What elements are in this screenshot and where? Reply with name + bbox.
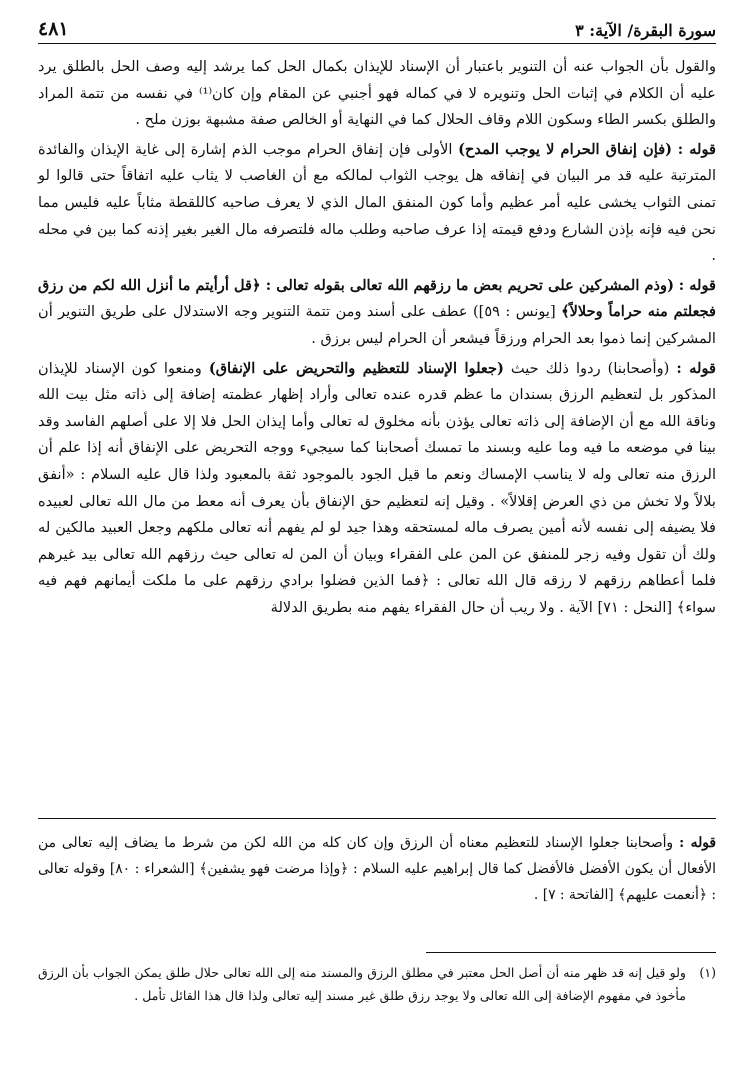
quoted-phrase: (فإن إنفاق الحرام لا يوجب المدح) [458, 140, 673, 158]
commentary-paragraph [38, 830, 716, 908]
main-text [38, 54, 716, 621]
commentary-note [38, 830, 716, 908]
qawl-label: قوله : [677, 140, 716, 158]
page-header [38, 14, 716, 44]
paragraph-4-intro: (وأصحابنا) ردوا ذلك حيث [510, 359, 670, 377]
section-divider [38, 818, 716, 819]
verse-reference: [يونس : ٥٩]) [472, 303, 556, 321]
footnote-divider [426, 952, 716, 953]
paragraph-3 [38, 273, 716, 353]
footnote [38, 962, 716, 1007]
qawl-label: قوله : [676, 359, 716, 377]
running-title: سورة البقرة/ الآية: ٣ [575, 21, 716, 40]
commentary-text: وأصحابنا جعلوا الإسناد للتعظيم معناه أن الرزق وإن كان كله من الله لكن من شرط ما يضاف إليه تعالى من الأفعال أن يكون الأفضل فالأفضل كما قال إبراهيم عليه السلام : ﴿وإذا مرضت فهو يشفين﴾ [الشعراء : ٨٠] وقوله تعالى : ﴿أنعمت عليهم﴾ [الفاتحة : ٧] . [38, 835, 717, 903]
qawl-label: قوله : [679, 835, 716, 851]
page-number: ٤٨١ [38, 18, 69, 40]
quoted-phrase: (جعلوا الإسناد للتعظيم والتحريض على الإنفاق) [208, 359, 504, 377]
paragraph-1-text: والقول بأن الجواب عنه أن التنوير باعتبار أن الإسناد للإيذان بكمال الحل كما يرشد إليه وصف الحل بالطلق يرد عليه أن الكلام في إثبات الحل وتنويره لا في كماله فهو أجنبي عن المقام وإن كان⁽¹⁾ في نفسه من تتمة المراد والطلق بكسر الطاء وسكون اللام وقاف الحلال كما في النهاية أو الخالص صفة مشبهة بوزن ملح . [38, 58, 716, 129]
quoted-phrase: (وذم المشركين على تحريم بعض ما رزقهم الله تعالى بقوله تعالى : ﴿قل أرأيتم ما أنزل الله لكم من رزق فجعلتم منه حراماً وحلالاً﴾ [38, 276, 717, 321]
qawl-label: قوله : [678, 276, 717, 294]
paragraph-2-text: الأولى فإن إنفاق الحرام موجب الذم إشارة إلى غاية الإيذان والفائدة المترتبة عليه قد مر البيان في إنفاقه هل يوجب الثواب لمالكه مع أن الغاصب لا يثاب عليه اتفاقاً حتى قالوا لو تمنى الثواب يخشى عليه أمر عظيم وأما كون المنفق المال الذي لا يعرف صاحبه كاللقطة مثاباً عليه فليس مما نحن فيه فإنه بإذن الشارع ودفع قيمته إذا عرف صاحبه وطلب ماله فلتصرفه مال الغير بغير إذنه كما بين في محله . [38, 140, 716, 265]
paragraph-2 [38, 137, 716, 270]
paragraph-4 [38, 356, 716, 622]
paragraph-1 [38, 54, 716, 134]
document-page [38, 14, 716, 1089]
paragraph-4-text: ومنعوا كون الإسناد للإيذان المذكور بل لتعظيم الرزق بسندان ما عظم قدره عنده تعالى وأراد إظهار عظمته إضافة إلى ذاته مثل بيت الله وناقة الله مع أن الإضافة إلى ذاته تعالى يؤذن بأنه مخلوق له تعالى وأما إيذان الحل فلا إلا على أصلهم الفاسد وقد بينا في موضعه ما فيه وما عليه وبسند ما تمسك أصحابنا كما سيجيء ووجه التحريض على الإنفاق أنه إذا علم أن الرزق منه تعالى وله لا يناسب الإمساك ونعم ما قيل الجود بالموجود ثقة بالمعبود ولذا قال عليه السلام : «أنفق بلالاً ولا تخش من ذي العرض إقلالاً» . وقيل إنه لتعظيم حق الإنفاق بأن يعرف أنه معط من مال الله تعالى لعبيده فلا يضيفه إلى نفسه لأنه أمين يصرف ماله لمستحقه وهذا جيد لو لم يفهم أنه تعالى ملكهم وجعل العبيد مالكين له ولك أن تقول وفيه زجر للمنفق عن المن على الفقراء وبيان أن المن له تعالى حيث رزقهم الله تعالى بيد غيرهم فلما أعطاهم رزقهم لا رزقه قال الله تعالى : ﴿فما الذين فضلوا برادي رزقهم على ما ملكت أيمانهم فهم فيه سواء﴾ [النحل : ٧١] الآية . ولا ريب أن حال الفقراء يفهم منه بطريق الدلالة [38, 359, 717, 616]
paragraph-3-text: عطف على أسند ومن تتمة التنوير وجه الاستدلال على طريق التنوير أن المشركين إنما ذموا بعد الحرام ورزقاً فيشعر أن الحرام ليس برزق . [38, 303, 716, 347]
footnote-text: ولو قيل إنه قد ظهر منه أن أصل الحل معتبر في مطلق الرزق والمسند منه إلى الله تعالى حلال طلق يمكن الجواب بأن الرزق مأخوذ في مفهوم الإضافة إلى الله تعالى ولا يوجد رزق طلق غير مسند إليه تعالى ولذا قال هذا القائل تأمل . [38, 965, 686, 1003]
footnote-number: (١) [699, 965, 716, 980]
